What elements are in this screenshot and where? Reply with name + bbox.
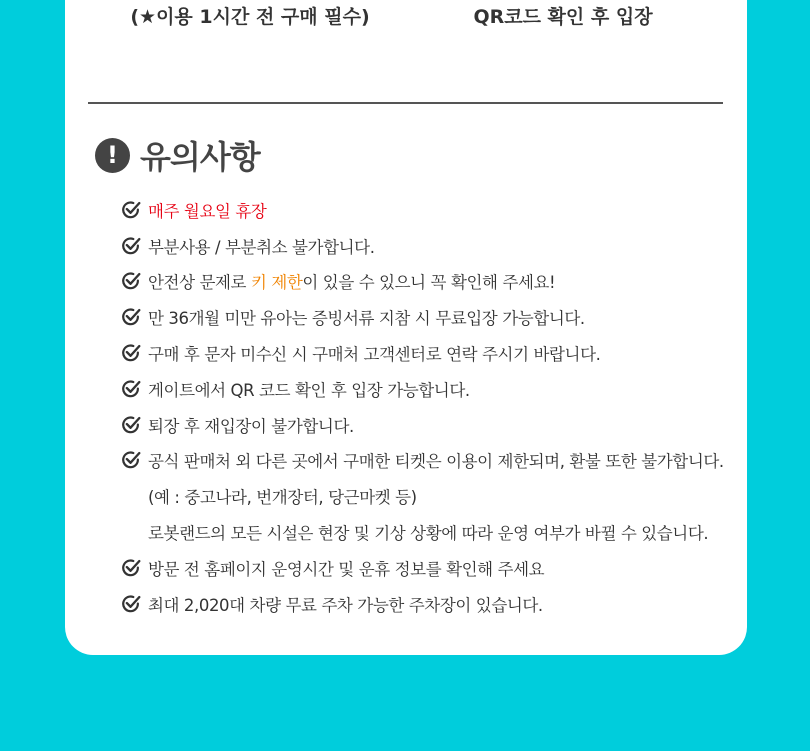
notice-item xyxy=(120,478,740,514)
exclamation-circle-icon: ! xyxy=(95,138,130,173)
notice-list xyxy=(120,192,740,622)
check-circle-icon xyxy=(120,378,142,400)
notice-item xyxy=(120,514,740,550)
check-circle-icon xyxy=(120,306,142,328)
notice-item-text: 최대 2,020대 차량 무료 주차 가능한 주차장이 있습니다. xyxy=(148,595,543,615)
notice-text-highlight: 키 제한 xyxy=(250,273,303,293)
notice-item xyxy=(120,443,740,479)
check-circle-icon xyxy=(120,270,142,292)
notice-item-text: 퇴장 후 재입장이 불가합니다. xyxy=(148,416,354,436)
notice-item xyxy=(120,299,740,335)
notice-item-text: 게이트에서 QR 코드 확인 후 입장 가능합니다. xyxy=(148,380,470,400)
notice-item xyxy=(120,550,740,586)
notice-item-text: 공식 판매처 외 다른 곳에서 구매한 티켓은 이용이 제한되며, 환불 또한 불가합니다. xyxy=(148,452,724,472)
notice-item-text: 구매 후 문자 미수신 시 구매처 고객센터로 연락 주시기 바랍니다. xyxy=(148,345,601,365)
check-circle-icon xyxy=(120,449,142,471)
check-circle-icon xyxy=(120,342,142,364)
notice-text-before: 안전상 문제로 xyxy=(148,273,251,293)
notice-item xyxy=(120,264,740,300)
check-circle-icon xyxy=(120,235,142,257)
caption-qr-entry xyxy=(413,0,713,28)
notice-item xyxy=(120,335,740,371)
check-circle-icon xyxy=(120,414,142,436)
notice-item-text: 매주 월요일 휴장 xyxy=(148,201,267,221)
caption-line: QR코드 확인 후 입장 xyxy=(473,6,653,28)
notice-item-text: 부분사용 / 부분취소 불가합니다. xyxy=(148,237,375,257)
info-card xyxy=(65,0,747,655)
caption-line: (★이용 1시간 전 구매 필수) xyxy=(130,6,370,28)
check-circle-icon xyxy=(120,593,142,615)
notice-item xyxy=(120,586,740,622)
section-divider xyxy=(88,102,723,104)
notice-item-text: 방문 전 홈페이지 운영시간 및 운휴 정보를 확인해 주세요 xyxy=(148,559,545,579)
notice-item xyxy=(120,192,740,228)
check-circle-icon xyxy=(120,199,142,221)
notice-item xyxy=(120,228,740,264)
notice-header xyxy=(95,135,260,175)
notice-item-text: (예 : 중고나라, 번개장터, 당근마켓 등) xyxy=(148,488,417,508)
caption-online-purchase xyxy=(100,0,400,28)
check-circle-icon xyxy=(120,557,142,579)
notice-text-after: 이 있을 수 있으니 꼭 확인해 주세요! xyxy=(302,273,556,293)
notice-item-text xyxy=(148,269,555,293)
notice-title: 유의사항 xyxy=(140,138,260,176)
notice-item xyxy=(120,407,740,443)
notice-item-text: 만 36개월 미만 유아는 증빙서류 지참 시 무료입장 가능합니다. xyxy=(148,309,585,329)
notice-item-text: 로봇랜드의 모든 시설은 현장 및 기상 상황에 따라 운영 여부가 바뀔 수 있습니다. xyxy=(148,524,709,544)
notice-item xyxy=(120,371,740,407)
